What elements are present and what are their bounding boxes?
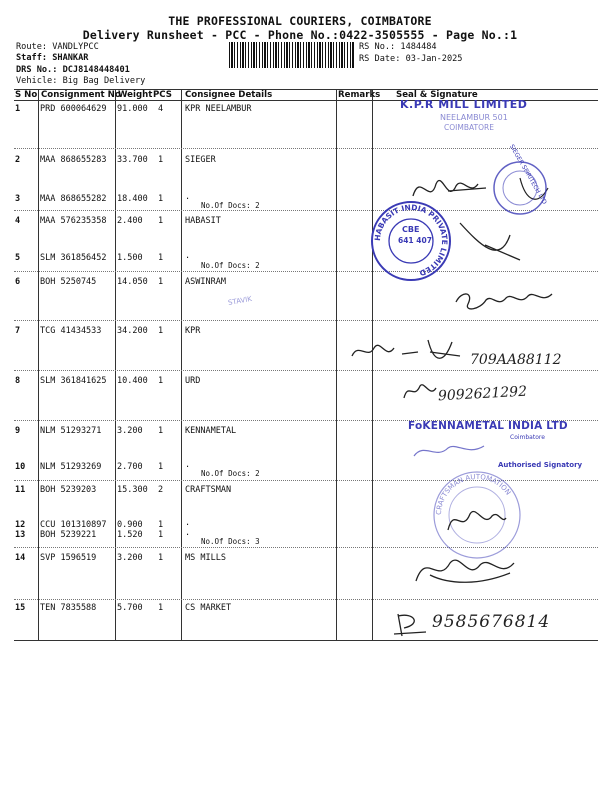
- column-divider: [38, 89, 39, 640]
- kpr-stamp-line3: COIMBATORE: [444, 123, 494, 132]
- row-consignment: NLM 51293269: [40, 462, 102, 472]
- row-consignee: KPR: [185, 326, 201, 336]
- row-consignment: SLM 361856452: [40, 253, 107, 263]
- row-sno: 8: [15, 376, 21, 386]
- signature-row11: [440, 500, 510, 540]
- header-pcs: PCS: [153, 90, 172, 100]
- signature-row9: [410, 438, 490, 464]
- route-label: Route: VANDLYPCC: [16, 42, 99, 52]
- signature-row7: [348, 330, 468, 370]
- row-pcs: 4: [158, 104, 164, 114]
- kpr-stamp-line2: NEELAMBUR 501: [440, 113, 508, 122]
- header-weight: Weight: [118, 90, 153, 100]
- row-sno: 11: [15, 485, 26, 495]
- row-docs-count: No.Of Docs: 2: [201, 469, 260, 478]
- row-weight: 0.900: [117, 520, 143, 530]
- column-divider: [181, 89, 182, 640]
- row-pcs: 1: [158, 253, 164, 263]
- row-sno: 1: [15, 104, 21, 114]
- header-sno: S No: [15, 90, 38, 100]
- kpr-stamp-name: K.P.R MILL LIMITED: [400, 98, 528, 111]
- sieger-seal-text: SIEGER SPIRITECH LTD: [507, 143, 548, 206]
- row-pcs: 1: [158, 216, 164, 226]
- row-weight: 2.400: [117, 216, 143, 226]
- staff-label: Staff: SHANKAR: [16, 53, 89, 63]
- row-docs-count: No.Of Docs: 2: [201, 261, 260, 270]
- row-sno: 6: [15, 277, 21, 287]
- row-consignee: KPR NEELAMBUR: [185, 104, 252, 114]
- row-consignee: URD: [185, 376, 201, 386]
- row-consignee: HABASIT: [185, 216, 221, 226]
- row-consignee: .: [185, 528, 191, 538]
- faint-stamp-text: STAVIK: [227, 294, 253, 308]
- row-weight: 3.200: [117, 426, 143, 436]
- row-pcs: 1: [158, 326, 164, 336]
- header-remarks: Remarks: [338, 90, 381, 100]
- row-consignee: CRAFTSMAN: [185, 485, 232, 495]
- row-consignment: SVP 1596519: [40, 553, 97, 563]
- row-sno: 4: [15, 216, 21, 226]
- row-separator: [14, 370, 598, 371]
- row-sno: 12: [15, 520, 26, 530]
- row-sno: 14: [15, 553, 26, 563]
- row-consignment: TEN 7835588: [40, 603, 97, 613]
- row-sno: 15: [15, 603, 26, 613]
- row-sno: 3: [15, 194, 21, 204]
- row-sno: 7: [15, 326, 21, 336]
- craftsman-ring-text: CRAFTSMAN AUTOMATION: [434, 472, 513, 516]
- row-pcs: 2: [158, 485, 164, 495]
- signature-row4: [450, 215, 570, 275]
- row-weight: 15.300: [117, 485, 148, 495]
- barcode: [229, 42, 354, 68]
- row-docs-count: No.Of Docs: 3: [201, 537, 260, 546]
- column-divider: [115, 89, 116, 640]
- rs-date: RS Date: 03-Jan-2025: [359, 54, 463, 64]
- habasit-seal-code: 641 407: [398, 236, 432, 245]
- row-consignee: .: [185, 460, 191, 470]
- signature-row15: [392, 610, 430, 640]
- row-consignment: TCG 41434533: [40, 326, 102, 336]
- row-consignee: .: [185, 192, 191, 202]
- row-separator: [14, 320, 598, 321]
- habasit-ring-text: HABASIT INDIA PRIVATE LIMITED: [372, 202, 450, 278]
- row-sno: 5: [15, 253, 21, 263]
- row-pcs: 1: [158, 530, 164, 540]
- row-weight: 34.200: [117, 326, 148, 336]
- signature-row14: [410, 545, 530, 595]
- row-consignee: ASWINRAM: [185, 277, 226, 287]
- column-divider: [336, 89, 337, 640]
- row-consignee: KENNAMETAL: [185, 426, 237, 436]
- header-seal-signature: Seal & Signature: [396, 90, 478, 100]
- row-consignee: .: [185, 251, 191, 261]
- row-weight: 18.400: [117, 194, 148, 204]
- row-weight: 5.700: [117, 603, 143, 613]
- row-consignment: MAA 868655283: [40, 155, 107, 165]
- row-consignment: BOH 5239203: [40, 485, 97, 495]
- row-docs-count: No.Of Docs: 2: [201, 201, 260, 210]
- company-title: THE PROFESSIONAL COURIERS, COIMBATORE: [168, 14, 432, 28]
- row-sno: 13: [15, 530, 26, 540]
- row-weight: 10.400: [117, 376, 148, 386]
- row-weight: 1.520: [117, 530, 143, 540]
- row-pcs: 1: [158, 155, 164, 165]
- runsheet-subtitle: Delivery Runsheet - PCC - Phone No.:0422-3505555 - Page No.:1: [82, 28, 518, 42]
- row-consignment: BOH 5239221: [40, 530, 97, 540]
- rs-number: RS No.: 1484484: [359, 42, 437, 52]
- row-consignment: MAA 868655282: [40, 194, 107, 204]
- row-sno: 9: [15, 426, 21, 436]
- row-pcs: 1: [158, 520, 164, 530]
- row-pcs: 1: [158, 194, 164, 204]
- row-consignee: .: [185, 518, 191, 528]
- header-consignment: Consignment No: [41, 90, 121, 100]
- kennametal-stamp-sub: Coimbatore: [510, 434, 545, 441]
- row-weight: 3.200: [117, 553, 143, 563]
- row-pcs: 1: [158, 462, 164, 472]
- row-pcs: 1: [158, 426, 164, 436]
- handwritten-note-row15: 9585676814: [432, 612, 551, 632]
- signature-row6: [450, 280, 560, 320]
- drs-label: DRS No.: DCJ8148448401: [16, 65, 130, 75]
- row-consignee: CS MARKET: [185, 603, 232, 613]
- row-separator: [14, 599, 598, 600]
- habasit-seal-cbe: CBE: [402, 225, 420, 234]
- signature-row8: [400, 378, 440, 404]
- header-consignee: Consignee Details: [185, 90, 273, 100]
- row-pcs: 1: [158, 376, 164, 386]
- vehicle-label: Vehicle: Big Bag Delivery: [16, 76, 146, 86]
- row-pcs: 1: [158, 603, 164, 613]
- row-weight: 33.700: [117, 155, 148, 165]
- row-weight: 14.050: [117, 277, 148, 287]
- row-consignment: MAA 576235358: [40, 216, 107, 226]
- row-pcs: 1: [158, 277, 164, 287]
- row-consignment: PRD 600064629: [40, 104, 107, 114]
- table-bottom-border: [14, 640, 598, 641]
- row-consignment: SLM 361841625: [40, 376, 107, 386]
- handwritten-note-row8: 9092621292: [437, 383, 528, 405]
- row-weight: 1.500: [117, 253, 143, 263]
- row-sno: 2: [15, 155, 21, 165]
- row-weight: 2.700: [117, 462, 143, 472]
- row-consignee: SIEGER: [185, 155, 216, 165]
- kennametal-stamp-sign: Authorised Signatory: [498, 461, 583, 469]
- row-consignee: MS MILLS: [185, 553, 226, 563]
- handwritten-note-row7: 709AA88112: [470, 352, 562, 368]
- row-consignment: CCU 101310897: [40, 520, 107, 530]
- row-sno: 10: [15, 462, 26, 472]
- row-pcs: 1: [158, 553, 164, 563]
- row-weight: 91.000: [117, 104, 148, 114]
- row-consignment: BOH 5250745: [40, 277, 97, 287]
- kennametal-stamp-name: FoKENNAMETAL INDIA LTD: [408, 420, 568, 432]
- row-consignment: NLM 51293271: [40, 426, 102, 436]
